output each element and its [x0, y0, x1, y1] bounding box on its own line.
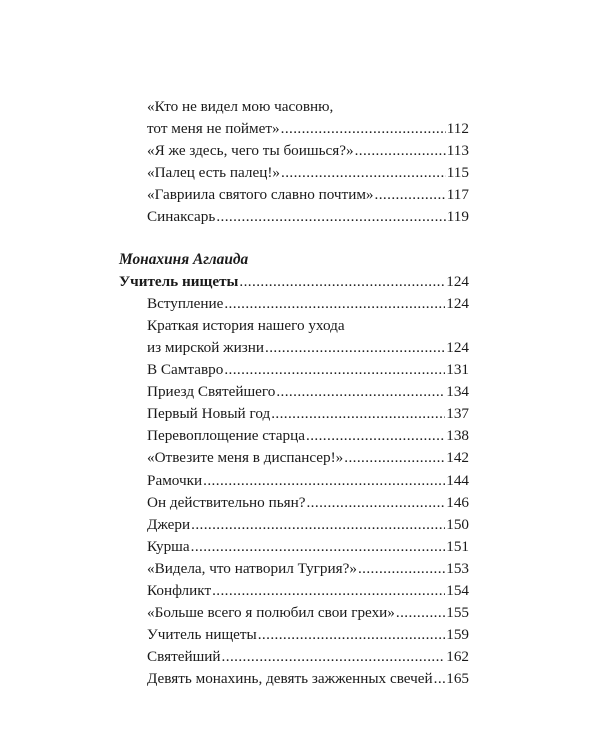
leader-dots [281, 162, 446, 184]
toc-page-number: 119 [446, 208, 469, 226]
leader-dots [281, 118, 446, 140]
leader-dots [191, 536, 446, 558]
toc-entry[interactable] [119, 514, 469, 536]
toc-entry[interactable] [119, 558, 469, 580]
toc-page-number: 115 [446, 164, 469, 182]
toc-entry-title: Синаксарь [147, 208, 216, 226]
toc-page-number: 155 [446, 604, 469, 622]
toc-entry[interactable] [119, 602, 469, 624]
toc-entry-title: Учитель нищеты [147, 626, 257, 644]
toc-entry[interactable] [119, 492, 469, 514]
toc-entry-title: «Видела, что натворил Тугрия?» [147, 559, 357, 577]
toc-entry-title: «Я же здесь, чего ты боишься?» [147, 142, 354, 160]
toc-entry-line [119, 315, 469, 337]
leader-dots [222, 646, 446, 668]
toc-entry[interactable] [119, 184, 469, 206]
toc-entry[interactable] [119, 624, 469, 646]
toc-page-number: 131 [446, 361, 469, 379]
toc-page-number: 151 [446, 537, 469, 555]
toc-page-number: 159 [446, 626, 469, 644]
toc-entry[interactable] [119, 580, 469, 602]
leader-dots [276, 381, 445, 403]
leader-dots [239, 271, 445, 293]
toc-page-number: 124 [446, 294, 469, 312]
section-spacer [119, 229, 469, 249]
toc-page-number: 162 [446, 648, 469, 666]
toc-page-number: 138 [446, 427, 469, 445]
leader-dots [355, 140, 446, 162]
toc-page-number: 144 [446, 471, 469, 489]
leader-dots [434, 668, 446, 690]
leader-dots [216, 206, 445, 228]
toc-entry[interactable] [119, 646, 469, 668]
leader-dots [358, 558, 445, 580]
toc-entry-title: «Больше всего я полюбил свои грехи» [147, 604, 395, 622]
toc-entry-title: тот меня не поймет» [147, 120, 280, 138]
leader-dots [344, 447, 445, 469]
leader-dots [306, 425, 445, 447]
leader-dots [396, 602, 445, 624]
toc-entry-title: Приезд Святейшего [147, 383, 276, 401]
toc-entry[interactable] [119, 118, 469, 140]
toc-entry-title: «Гавриила святого славно почтим» [147, 186, 374, 204]
section-author-heading: Монахиня Аглаида [119, 250, 249, 268]
toc-entry-title: В Самтавро [147, 361, 224, 379]
toc-entry-title: Рамочки [147, 471, 203, 489]
toc-entry-title: Святейший [147, 648, 221, 666]
toc-entry[interactable] [119, 140, 469, 162]
toc-page-number: 146 [446, 493, 469, 511]
toc-page-number: 124 [446, 272, 469, 290]
toc-page-number: 150 [446, 515, 469, 533]
toc-entry-title: «Палец есть палец!» [147, 164, 281, 182]
toc-entry-title: Перевоплощение старца [147, 427, 306, 445]
toc-entry-title: Учитель нищеты [119, 272, 239, 290]
toc-page-number: 117 [446, 186, 469, 204]
toc-entry[interactable] [119, 206, 469, 228]
leader-dots [306, 492, 445, 514]
leader-dots [203, 470, 445, 492]
toc-entry[interactable] [119, 668, 469, 690]
toc-page-number: 142 [446, 449, 469, 467]
table-of-contents [119, 96, 469, 690]
toc-entry[interactable] [119, 536, 469, 558]
toc-entry[interactable] [119, 425, 469, 447]
toc-page-number: 113 [446, 142, 469, 160]
toc-entry-title: из мирской жизни [147, 338, 264, 356]
leader-dots [258, 624, 445, 646]
toc-entry[interactable] [119, 337, 469, 359]
leader-dots [224, 359, 445, 381]
toc-entry-title: Курша [147, 537, 190, 555]
toc-entry-title: Джери [147, 515, 191, 533]
toc-page-number: 154 [446, 581, 469, 599]
toc-page-number: 137 [446, 405, 469, 423]
toc-entry[interactable] [119, 470, 469, 492]
toc-entry[interactable] [119, 293, 469, 315]
leader-dots [224, 293, 445, 315]
toc-entry-title: Девять монахинь, девять зажженных свечей [147, 670, 433, 688]
toc-page-number: 153 [446, 559, 469, 577]
toc-entry-title: Конфликт [147, 581, 212, 599]
toc-entry-title: Он действительно пьян? [147, 493, 306, 511]
toc-page-number: 112 [446, 120, 469, 138]
leader-dots [191, 514, 445, 536]
toc-entry-title: «Кто не видел мою часовню, [147, 98, 334, 115]
toc-page-number: 165 [446, 670, 469, 688]
toc-entry[interactable] [119, 447, 469, 469]
leader-dots [212, 580, 445, 602]
toc-entry[interactable] [119, 359, 469, 381]
toc-main-entry[interactable] [119, 271, 469, 293]
toc-entry[interactable] [119, 403, 469, 425]
toc-entry[interactable] [119, 162, 469, 184]
toc-page-number: 134 [446, 383, 469, 401]
toc-entry-line [119, 96, 469, 118]
leader-dots [271, 403, 445, 425]
toc-entry-title: Краткая история нашего ухода [147, 316, 345, 334]
toc-entry-title: Вступление [147, 294, 224, 312]
toc-entry[interactable] [119, 381, 469, 403]
leader-dots [375, 184, 446, 206]
toc-page-number: 124 [446, 338, 469, 356]
leader-dots [265, 337, 445, 359]
toc-entry-title: «Отвезите меня в диспансер!» [147, 449, 344, 467]
toc-entry-title: Первый Новый год [147, 405, 271, 423]
